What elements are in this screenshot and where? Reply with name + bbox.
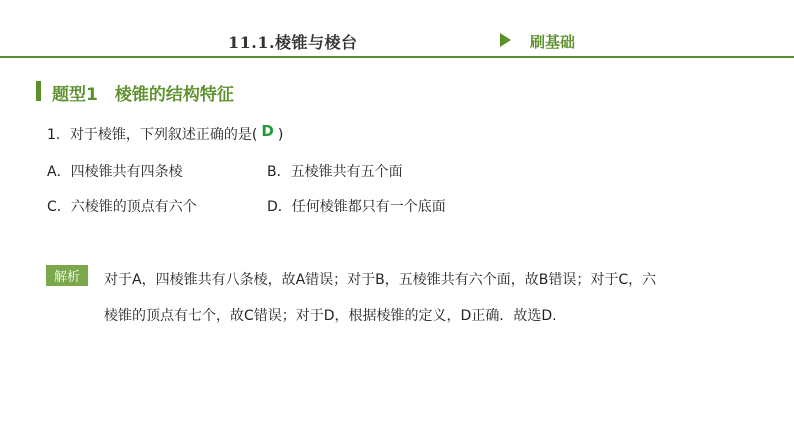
lesson-title: 11.1.棱锥与棱台 <box>228 33 358 52</box>
option-d: D．任何棱锥都只有一个底面 <box>267 199 446 215</box>
analysis-line-1: 对于A，四棱锥共有八条棱，故A错误；对于B，五棱锥共有六个面，故B错误；对于C，六 <box>104 272 657 288</box>
page-header <box>0 0 794 58</box>
question-answer: D <box>261 122 274 140</box>
option-b: B．五棱锥共有五个面 <box>267 164 403 180</box>
header-divider <box>0 56 794 58</box>
play-triangle-icon <box>500 33 511 47</box>
option-a: A．四棱锥共有四条棱 <box>47 164 183 180</box>
section-title: 题型1 棱锥的结构特征 <box>52 85 234 105</box>
question-stem-text: 1．对于棱锥，下列叙述正确的是( <box>47 127 258 143</box>
question-stem <box>47 124 283 144</box>
analysis-badge: 解析 <box>46 265 88 286</box>
section-marker <box>36 81 41 101</box>
practice-label: 刷基础 <box>530 33 576 51</box>
analysis-line-2: 棱锥的顶点有七个，故C错误；对于D，根据棱锥的定义，D正确．故选D. <box>104 308 557 324</box>
option-c: C．六棱锥的顶点有六个 <box>47 199 197 215</box>
question-stem-close: ) <box>277 127 284 143</box>
